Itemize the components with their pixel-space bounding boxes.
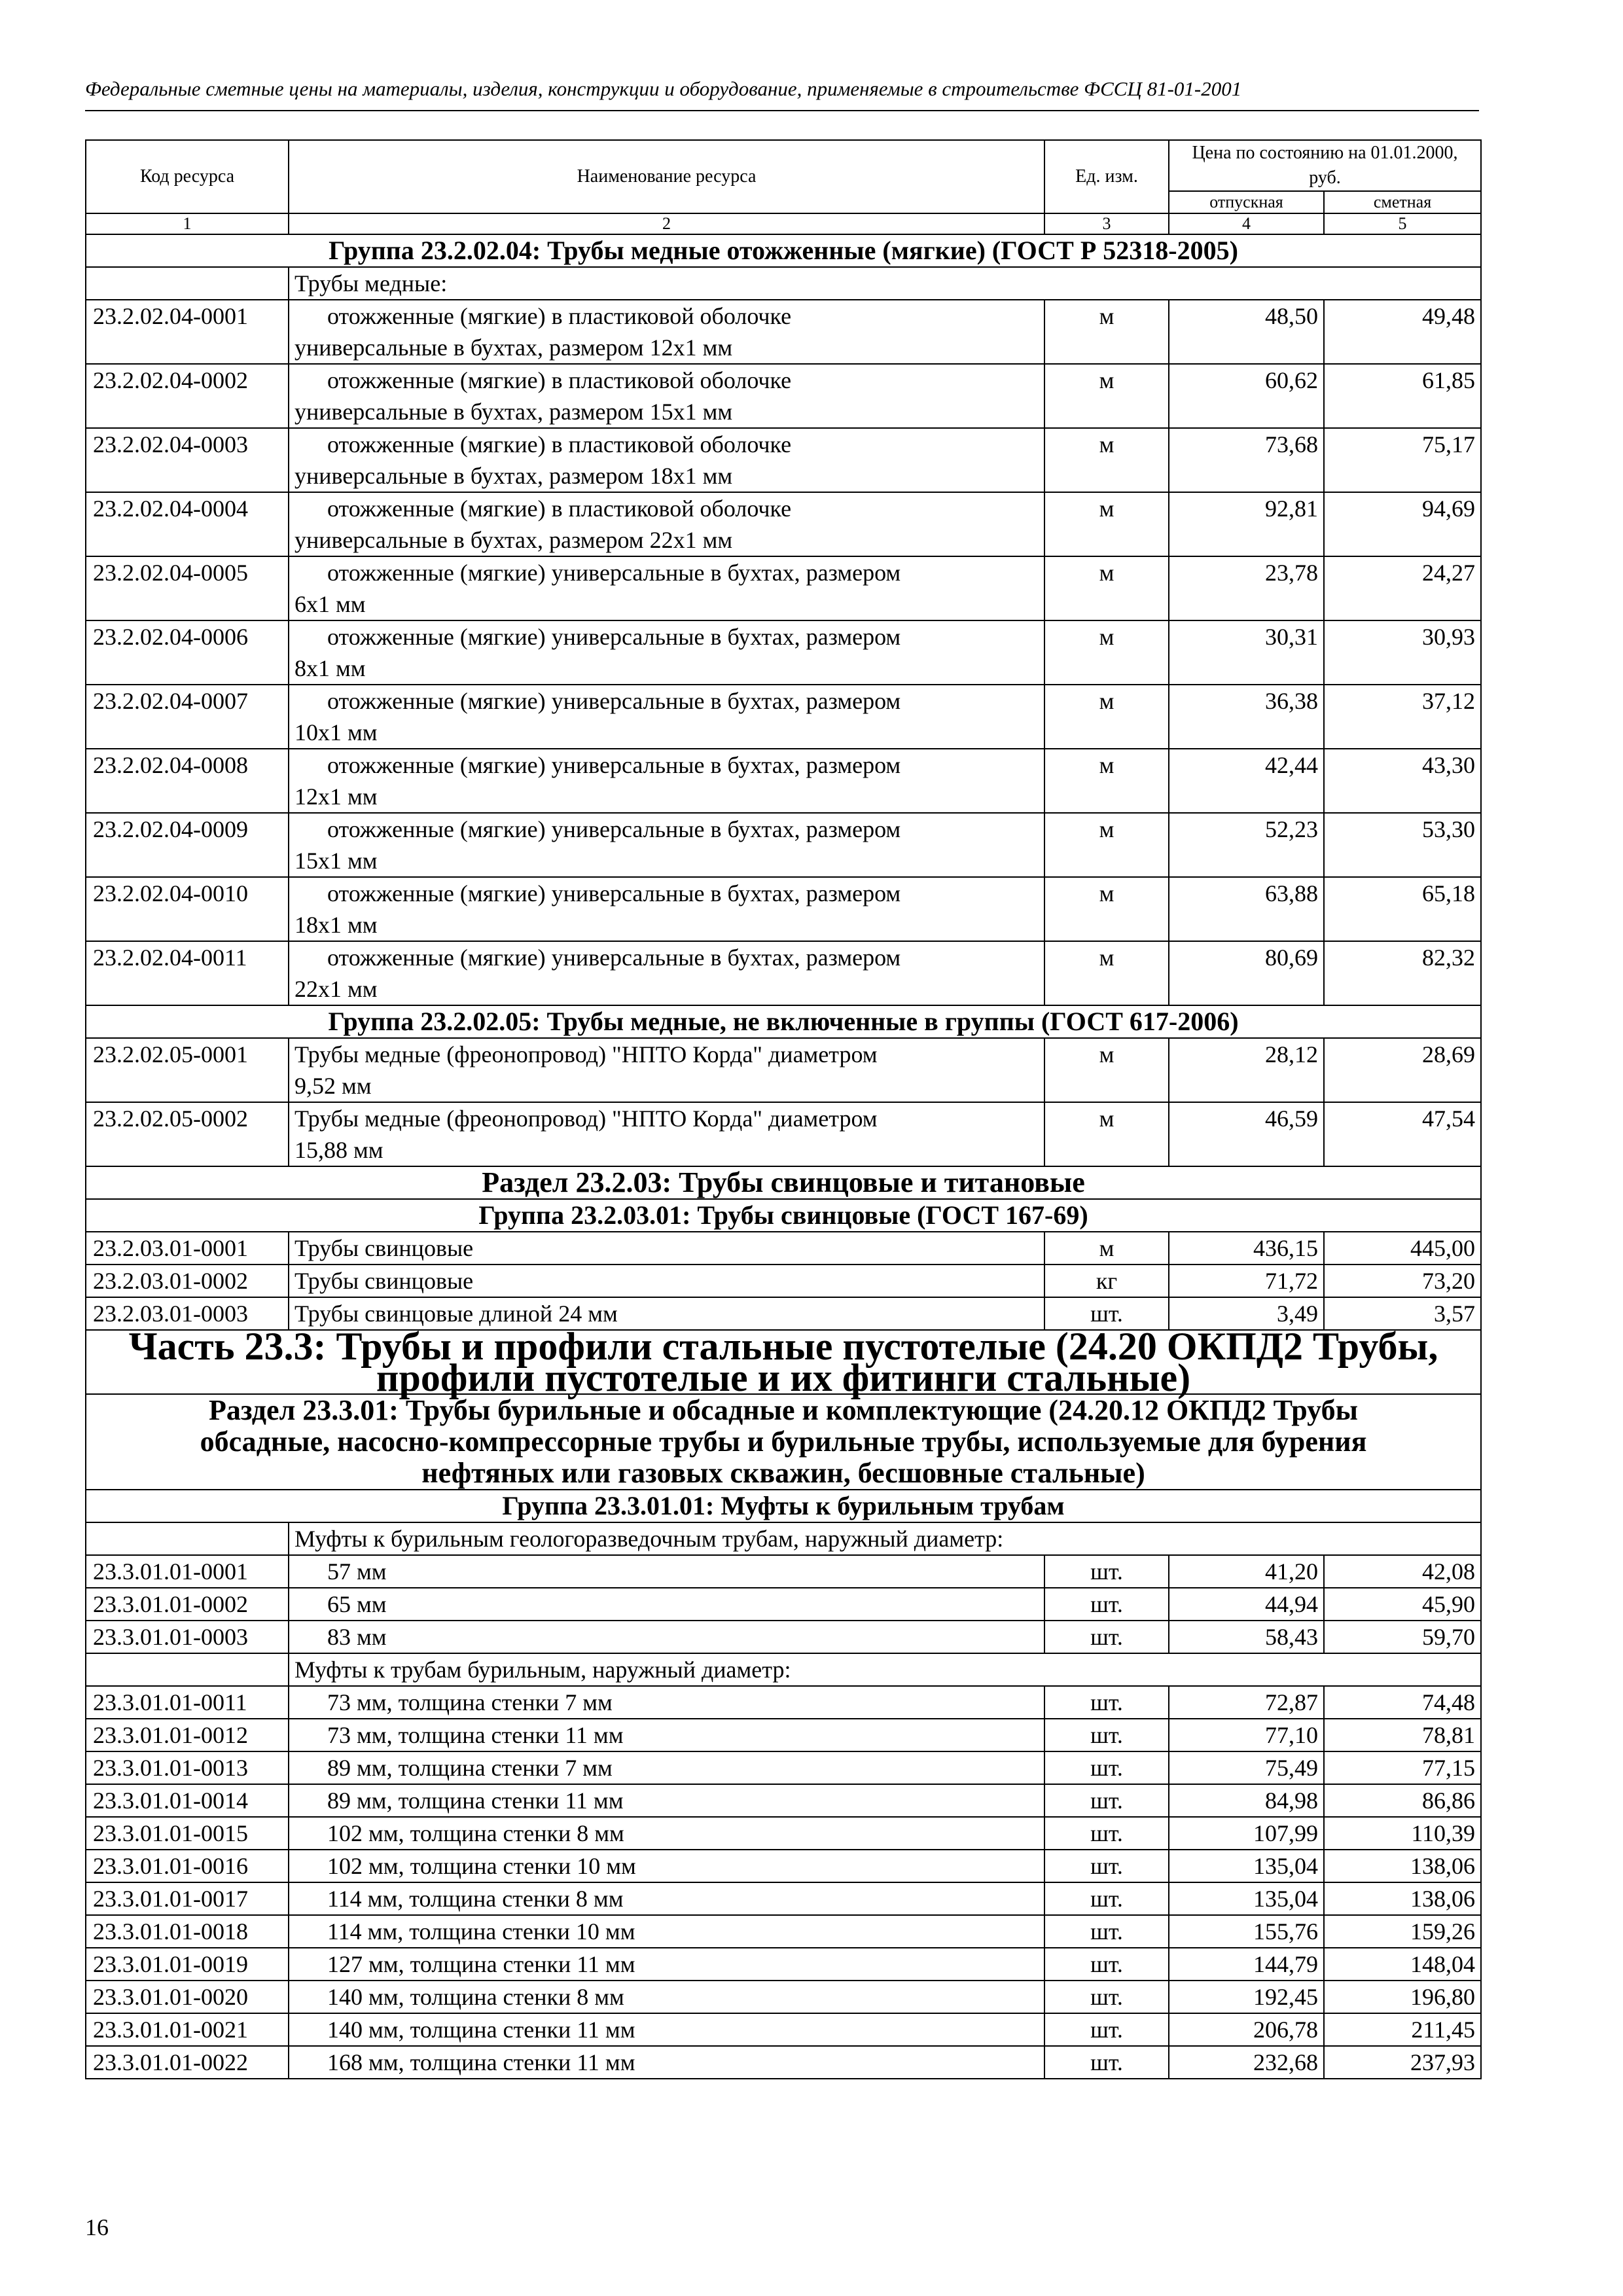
- resource-name-line: 12x1 мм: [294, 783, 378, 810]
- resource-name: [289, 1784, 1044, 1817]
- subheading-row: [86, 1653, 1481, 1686]
- group-copper-other: [86, 1005, 1481, 1166]
- group-drill-couplings: [86, 1653, 1481, 2079]
- resource-name: [289, 1981, 1044, 2013]
- resource-code: 23.2.02.04-0006: [86, 620, 289, 685]
- table-row: [86, 492, 1481, 556]
- release-price: 73,68: [1169, 428, 1324, 492]
- resource-name: [289, 1555, 1044, 1588]
- resource-code: 23.2.02.04-0011: [86, 941, 289, 1005]
- unit: м: [1044, 877, 1169, 941]
- resource-code: 23.3.01.01-0016: [86, 1850, 289, 1882]
- resource-name-line: 10x1 мм: [294, 719, 378, 745]
- resource-name: [289, 1588, 1044, 1621]
- resource-code: 23.3.01.01-0018: [86, 1915, 289, 1948]
- resource-name: [289, 556, 1044, 620]
- resource-code: 23.2.02.04-0002: [86, 364, 289, 428]
- resource-name-line: 6x1 мм: [294, 591, 366, 617]
- group-header: [86, 1490, 1481, 1522]
- resource-name-line: отожженные (мягкие) универсальные в бухтах, размером: [327, 816, 901, 842]
- resource-name-text: 89 мм, толщина стенки 11 мм: [327, 1787, 624, 1814]
- resource-name-line: отожженные (мягкие) универсальные в бухтах, размером: [327, 752, 901, 778]
- unit: м: [1044, 1232, 1169, 1265]
- resource-code: 23.3.01.01-0011: [86, 1686, 289, 1719]
- unit: шт.: [1044, 1297, 1169, 1330]
- release-price: 436,15: [1169, 1232, 1324, 1265]
- resource-name-text: 65 мм: [327, 1591, 387, 1617]
- resource-code: 23.2.02.04-0008: [86, 749, 289, 813]
- resource-name: [289, 877, 1044, 941]
- resource-name-text: 102 мм, толщина стенки 8 мм: [327, 1820, 624, 1846]
- unit: м: [1044, 364, 1169, 428]
- resource-name: [289, 1882, 1044, 1915]
- estimate-price: 24,27: [1324, 556, 1481, 620]
- unit: м: [1044, 556, 1169, 620]
- unit: м: [1044, 492, 1169, 556]
- table-row: [86, 877, 1481, 941]
- estimate-price: 30,93: [1324, 620, 1481, 685]
- table-row: [86, 1555, 1481, 1588]
- table-row: [86, 1784, 1481, 1817]
- estimate-price: 3,57: [1324, 1297, 1481, 1330]
- release-price: 30,31: [1169, 620, 1324, 685]
- table-row: [86, 749, 1481, 813]
- release-price: 135,04: [1169, 1850, 1324, 1882]
- group-title: Группа 23.3.01.01: Муфты к бурильным трубам: [86, 1490, 1481, 1522]
- estimate-price: 237,93: [1324, 2046, 1481, 2079]
- table-row: [86, 620, 1481, 685]
- section-title-line: Раздел 23.3.01: Трубы бурильные и обсадные и комплектующие (24.20.12 ОКПД2 Трубы: [209, 1394, 1358, 1426]
- section-title-line: нефтяных или газовых скважин, бесшовные стальные): [421, 1457, 1145, 1489]
- group-title: Группа 23.2.03.01: Трубы свинцовые (ГОСТ 167-69): [86, 1199, 1481, 1232]
- resource-name-line: 8x1 мм: [294, 655, 366, 681]
- resource-code: 23.2.02.04-0010: [86, 877, 289, 941]
- release-price: 92,81: [1169, 492, 1324, 556]
- unit: шт.: [1044, 1948, 1169, 1981]
- estimate-price: 196,80: [1324, 1981, 1481, 2013]
- section-header: [86, 1166, 1481, 1199]
- resource-name-line: 22x1 мм: [294, 976, 378, 1002]
- resource-name-line: отожженные (мягкие) универсальные в бухтах, размером: [327, 560, 901, 586]
- resource-name-text: Трубы свинцовые длиной 24 мм: [294, 1300, 618, 1327]
- release-price: 42,44: [1169, 749, 1324, 813]
- release-price: 60,62: [1169, 364, 1324, 428]
- part-title-line: Часть 23.3: Трубы и профили стальные пустотелые (24.20 ОКПД2 Трубы,: [128, 1325, 1438, 1368]
- release-price: 58,43: [1169, 1621, 1324, 1653]
- estimate-price: 148,04: [1324, 1948, 1481, 1981]
- unit: шт.: [1044, 1621, 1169, 1653]
- release-price: 135,04: [1169, 1882, 1324, 1915]
- table-row: [86, 1232, 1481, 1265]
- header-price: Цена по состоянию на 01.01.2000, руб.: [1169, 140, 1481, 191]
- resource-name: [289, 1102, 1044, 1166]
- release-price: 192,45: [1169, 1981, 1324, 2013]
- resource-name: [289, 1948, 1044, 1981]
- resource-name: [289, 813, 1044, 877]
- resource-name: [289, 685, 1044, 749]
- resource-code: 23.2.02.04-0005: [86, 556, 289, 620]
- unit: м: [1044, 300, 1169, 364]
- unit: шт.: [1044, 2013, 1169, 2046]
- resource-name-line: Трубы медные (фреонопровод) "НПТО Корда" диаметром: [294, 1105, 878, 1132]
- resource-name-line: универсальные в бухтах, размером 18x1 мм: [294, 463, 733, 489]
- estimate-price: 43,30: [1324, 749, 1481, 813]
- price-table: [85, 139, 1482, 2079]
- estimate-price: 37,12: [1324, 685, 1481, 749]
- table-row: [86, 556, 1481, 620]
- resource-name-text: 168 мм, толщина стенки 11 мм: [327, 2049, 635, 2075]
- column-number: 1: [86, 213, 289, 234]
- resource-name-line: универсальные в бухтах, размером 12x1 мм: [294, 334, 733, 361]
- unit: шт.: [1044, 1686, 1169, 1719]
- table-row: [86, 813, 1481, 877]
- estimate-price: 61,85: [1324, 364, 1481, 428]
- header-release-price: отпускная: [1169, 191, 1324, 213]
- resource-name: [289, 428, 1044, 492]
- table-row: [86, 1981, 1481, 2013]
- table-row: [86, 1915, 1481, 1948]
- column-numbers-row: [86, 213, 1481, 234]
- estimate-price: 53,30: [1324, 813, 1481, 877]
- resource-name: [289, 749, 1044, 813]
- release-price: 84,98: [1169, 1784, 1324, 1817]
- resource-name: [289, 1850, 1044, 1882]
- resource-code: 23.2.02.05-0001: [86, 1038, 289, 1102]
- table-row: [86, 1265, 1481, 1297]
- section-title: [86, 1394, 1481, 1490]
- resource-name-text: 127 мм, толщина стенки 11 мм: [327, 1951, 635, 1977]
- resource-name-line: 9,52 мм: [294, 1073, 372, 1099]
- resource-name: [289, 1817, 1044, 1850]
- resource-code: 23.3.01.01-0022: [86, 2046, 289, 2079]
- unit: шт.: [1044, 2046, 1169, 2079]
- table-row: [86, 364, 1481, 428]
- unit: шт.: [1044, 1882, 1169, 1915]
- resource-code: 23.3.01.01-0020: [86, 1981, 289, 2013]
- estimate-price: 445,00: [1324, 1232, 1481, 1265]
- resource-name-text: 73 мм, толщина стенки 11 мм: [327, 1722, 624, 1748]
- resource-name-text: 114 мм, толщина стенки 8 мм: [327, 1886, 624, 1912]
- unit: шт.: [1044, 1588, 1169, 1621]
- estimate-price: 42,08: [1324, 1555, 1481, 1588]
- table-row: [86, 941, 1481, 1005]
- unit: м: [1044, 749, 1169, 813]
- resource-name: [289, 620, 1044, 685]
- release-price: 75,49: [1169, 1751, 1324, 1784]
- resource-name: [289, 300, 1044, 364]
- resource-name-text: 83 мм: [327, 1624, 387, 1650]
- table-row: [86, 1686, 1481, 1719]
- resource-name-line: 15,88 мм: [294, 1137, 383, 1163]
- estimate-price: 75,17: [1324, 428, 1481, 492]
- release-price: 36,38: [1169, 685, 1324, 749]
- group-title: Группа 23.2.02.04: Трубы медные отожженные (мягкие) (ГОСТ Р 52318-2005): [86, 234, 1481, 267]
- resource-code: 23.3.01.01-0015: [86, 1817, 289, 1850]
- estimate-price: 94,69: [1324, 492, 1481, 556]
- unit: шт.: [1044, 1915, 1169, 1948]
- estimate-price: 45,90: [1324, 1588, 1481, 1621]
- resource-code: 23.2.02.04-0009: [86, 813, 289, 877]
- resource-code: 23.3.01.01-0013: [86, 1751, 289, 1784]
- table-row: [86, 1719, 1481, 1751]
- table-row: [86, 300, 1481, 364]
- running-header: Федеральные сметные цены на материалы, изделия, конструкции и оборудование, применяемые в строительстве ФССЦ 81-01-2001: [85, 71, 1479, 111]
- section-title: Раздел 23.2.03: Трубы свинцовые и титановые: [86, 1166, 1481, 1199]
- subheading-row: [86, 267, 1481, 300]
- header-code: Код ресурса: [86, 140, 289, 213]
- resource-name-line: отожженные (мягкие) в пластиковой оболочке: [327, 495, 792, 522]
- estimate-price: 86,86: [1324, 1784, 1481, 1817]
- resource-name-line: отожженные (мягкие) универсальные в бухтах, размером: [327, 944, 901, 971]
- estimate-price: 74,48: [1324, 1686, 1481, 1719]
- group-header: [86, 234, 1481, 267]
- resource-code: 23.2.03.01-0001: [86, 1232, 289, 1265]
- header-name: Наименование ресурса: [289, 140, 1044, 213]
- table-row: [86, 1588, 1481, 1621]
- resource-code: 23.2.02.04-0007: [86, 685, 289, 749]
- release-price: 155,76: [1169, 1915, 1324, 1948]
- estimate-price: 77,15: [1324, 1751, 1481, 1784]
- resource-code: 23.3.01.01-0012: [86, 1719, 289, 1751]
- resource-name-text: 89 мм, толщина стенки 7 мм: [327, 1755, 613, 1781]
- section-lead-titanium: [86, 1166, 1481, 1330]
- release-price: 44,94: [1169, 1588, 1324, 1621]
- release-price: 71,72: [1169, 1265, 1324, 1297]
- resource-name-line: отожженные (мягкие) в пластиковой оболочке: [327, 367, 792, 393]
- table-row: [86, 1817, 1481, 1850]
- release-price: 48,50: [1169, 300, 1324, 364]
- release-price: 144,79: [1169, 1948, 1324, 1981]
- unit: шт.: [1044, 1751, 1169, 1784]
- group-header: [86, 1005, 1481, 1038]
- resource-name-text: 73 мм, толщина стенки 7 мм: [327, 1689, 613, 1715]
- resource-name-line: универсальные в бухтах, размером 22x1 мм: [294, 527, 733, 553]
- resource-code: 23.3.01.01-0003: [86, 1621, 289, 1653]
- resource-name: [289, 364, 1044, 428]
- group-header: [86, 1199, 1481, 1232]
- resource-code: 23.2.02.04-0003: [86, 428, 289, 492]
- resource-name: [289, 492, 1044, 556]
- estimate-price: 28,69: [1324, 1038, 1481, 1102]
- estimate-price: 159,26: [1324, 1915, 1481, 1948]
- unit: м: [1044, 813, 1169, 877]
- table-row: [86, 1850, 1481, 1882]
- resource-code: 23.3.01.01-0019: [86, 1948, 289, 1981]
- resource-name-text: 102 мм, толщина стенки 10 мм: [327, 1853, 636, 1879]
- resource-name-text: Трубы свинцовые: [294, 1235, 474, 1261]
- subheading: Трубы медные:: [289, 267, 1481, 300]
- resource-name: [289, 1719, 1044, 1751]
- table-row: [86, 685, 1481, 749]
- resource-name-line: универсальные в бухтах, размером 15x1 мм: [294, 399, 733, 425]
- release-price: 28,12: [1169, 1038, 1324, 1102]
- resource-code: 23.2.02.04-0004: [86, 492, 289, 556]
- resource-name-text: 140 мм, толщина стенки 8 мм: [327, 1984, 624, 2010]
- column-number: 2: [289, 213, 1044, 234]
- resource-name-line: Трубы медные (фреонопровод) "НПТО Корда" диаметром: [294, 1041, 878, 1067]
- unit: кг: [1044, 1265, 1169, 1297]
- column-number: 4: [1169, 213, 1324, 234]
- resource-name-text: 140 мм, толщина стенки 11 мм: [327, 2017, 635, 2043]
- resource-name-line: отожженные (мягкие) в пластиковой оболочке: [327, 431, 792, 457]
- group-copper-annealed: [86, 234, 1481, 1005]
- resource-code: 23.2.02.04-0001: [86, 300, 289, 364]
- group-title: Группа 23.2.02.05: Трубы медные, не включенные в группы (ГОСТ 617-2006): [86, 1005, 1481, 1038]
- release-price: 52,23: [1169, 813, 1324, 877]
- column-number: 5: [1324, 213, 1481, 234]
- release-price: 80,69: [1169, 941, 1324, 1005]
- release-price: 107,99: [1169, 1817, 1324, 1850]
- resource-name-line: отожженные (мягкие) универсальные в бухтах, размером: [327, 688, 901, 714]
- resource-name-line: 18x1 мм: [294, 912, 378, 938]
- estimate-price: 65,18: [1324, 877, 1481, 941]
- resource-name: [289, 1915, 1044, 1948]
- unit: шт.: [1044, 1981, 1169, 2013]
- estimate-price: 59,70: [1324, 1621, 1481, 1653]
- section-header: [86, 1394, 1481, 1490]
- resource-name: [289, 1621, 1044, 1653]
- resource-name-line: отожженные (мягкие) в пластиковой оболочке: [327, 303, 792, 329]
- release-price: 206,78: [1169, 2013, 1324, 2046]
- unit: м: [1044, 620, 1169, 685]
- estimate-price: 211,45: [1324, 2013, 1481, 2046]
- resource-code: 23.3.01.01-0021: [86, 2013, 289, 2046]
- estimate-price: 49,48: [1324, 300, 1481, 364]
- part-steel-hollow: [86, 1325, 1481, 1653]
- release-price: 23,78: [1169, 556, 1324, 620]
- resource-code: 23.2.02.05-0002: [86, 1102, 289, 1166]
- estimate-price: 78,81: [1324, 1719, 1481, 1751]
- subheading: Муфты к трубам бурильным, наружный диаметр:: [289, 1653, 1481, 1686]
- table-row: [86, 1102, 1481, 1166]
- estimate-price: 138,06: [1324, 1882, 1481, 1915]
- resource-code: 23.2.03.01-0002: [86, 1265, 289, 1297]
- unit: шт.: [1044, 1817, 1169, 1850]
- table-header: [86, 140, 1481, 234]
- estimate-price: 110,39: [1324, 1817, 1481, 1850]
- resource-name: [289, 2013, 1044, 2046]
- resource-name: [289, 1686, 1044, 1719]
- table-row: [86, 428, 1481, 492]
- unit: м: [1044, 685, 1169, 749]
- resource-name-line: 15x1 мм: [294, 848, 378, 874]
- table-row: [86, 1038, 1481, 1102]
- resource-name-line: отожженные (мягкие) универсальные в бухтах, размером: [327, 880, 901, 906]
- unit: шт.: [1044, 1555, 1169, 1588]
- resource-name: [289, 941, 1044, 1005]
- subheading: Муфты к бурильным геологоразведочным трубам, наружный диаметр:: [289, 1522, 1481, 1555]
- release-price: 72,87: [1169, 1686, 1324, 1719]
- resource-name: [289, 1232, 1044, 1265]
- header-estimate-price: сметная: [1324, 191, 1481, 213]
- release-price: 3,49: [1169, 1297, 1324, 1330]
- table-row: [86, 1751, 1481, 1784]
- release-price: 63,88: [1169, 877, 1324, 941]
- release-price: 46,59: [1169, 1102, 1324, 1166]
- resource-code: 23.2.03.01-0003: [86, 1297, 289, 1330]
- unit: м: [1044, 428, 1169, 492]
- resource-code: 23.3.01.01-0002: [86, 1588, 289, 1621]
- table-row: [86, 1621, 1481, 1653]
- release-price: 41,20: [1169, 1555, 1324, 1588]
- section-title-line: обсадные, насосно-компрессорные трубы и бурильные трубы, используемые для бурения: [200, 1426, 1367, 1458]
- resource-code: 23.3.01.01-0014: [86, 1784, 289, 1817]
- column-number: 3: [1044, 213, 1169, 234]
- resource-code: 23.3.01.01-0017: [86, 1882, 289, 1915]
- part-title: [86, 1325, 1481, 1399]
- release-price: 232,68: [1169, 2046, 1324, 2079]
- unit: м: [1044, 1102, 1169, 1166]
- resource-name-line: отожженные (мягкие) универсальные в бухтах, размером: [327, 624, 901, 650]
- table-row: [86, 2013, 1481, 2046]
- unit: шт.: [1044, 1719, 1169, 1751]
- unit: шт.: [1044, 1784, 1169, 1817]
- unit: м: [1044, 941, 1169, 1005]
- estimate-price: 73,20: [1324, 1265, 1481, 1297]
- resource-name: [289, 1751, 1044, 1784]
- table-row: [86, 1948, 1481, 1981]
- unit: шт.: [1044, 1850, 1169, 1882]
- resource-name: [289, 1265, 1044, 1297]
- resource-name-text: Трубы свинцовые: [294, 1268, 474, 1294]
- estimate-price: 47,54: [1324, 1102, 1481, 1166]
- part-title-line: профили пустотелые и их фитинги стальные): [376, 1356, 1191, 1399]
- resource-name: [289, 2046, 1044, 2079]
- resource-name-text: 57 мм: [327, 1558, 387, 1585]
- resource-name: [289, 1038, 1044, 1102]
- table-row: [86, 1882, 1481, 1915]
- resource-name-text: 114 мм, толщина стенки 10 мм: [327, 1918, 635, 1945]
- subheading-row: [86, 1522, 1481, 1555]
- unit: м: [1044, 1038, 1169, 1102]
- release-price: 77,10: [1169, 1719, 1324, 1751]
- part-header: [86, 1330, 1481, 1394]
- estimate-price: 138,06: [1324, 1850, 1481, 1882]
- table-row: [86, 2046, 1481, 2079]
- header-unit: Ед. изм.: [1044, 140, 1169, 213]
- estimate-price: 82,32: [1324, 941, 1481, 1005]
- page-number: 16: [85, 2214, 109, 2240]
- resource-code: 23.3.01.01-0001: [86, 1555, 289, 1588]
